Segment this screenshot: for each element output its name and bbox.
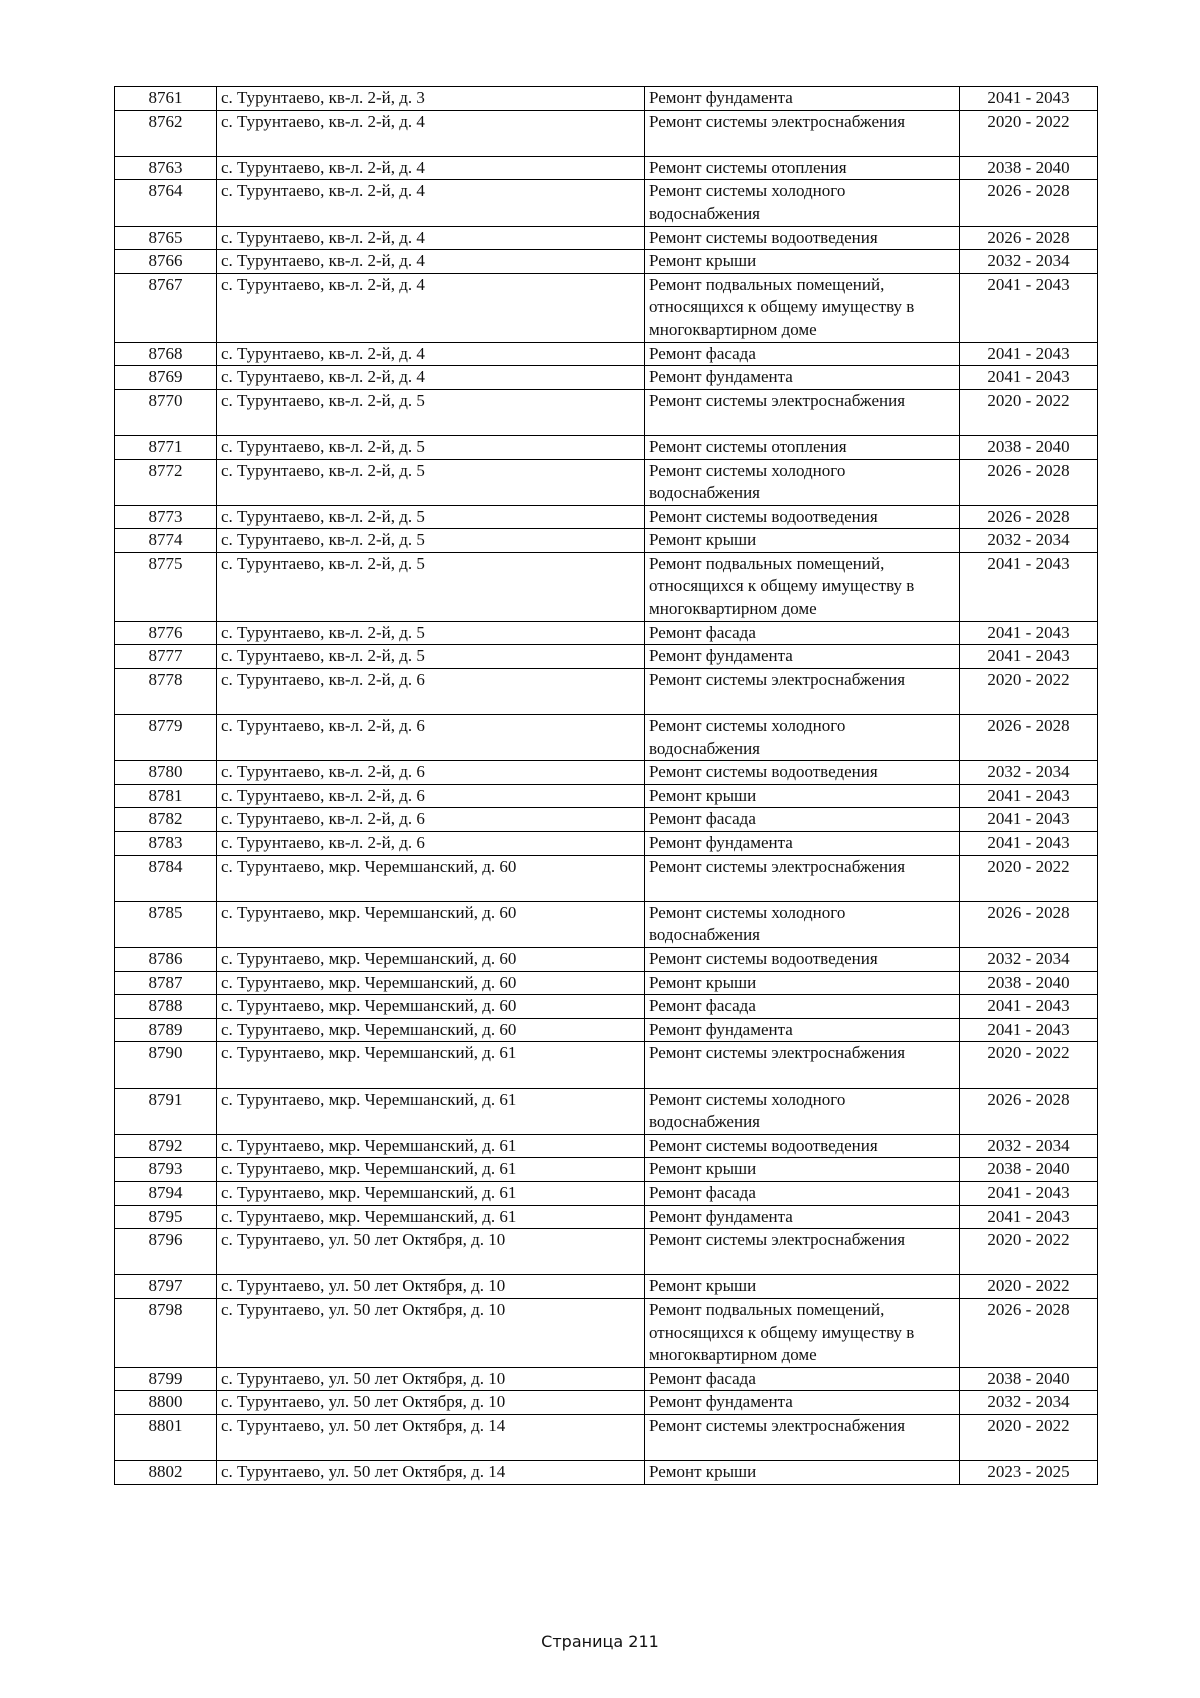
table-row xyxy=(115,1275,1098,1299)
row-address: с. Турунтаево, ул. 50 лет Октября, д. 10 xyxy=(217,1367,645,1391)
row-work-type: Ремонт системы электроснабжения xyxy=(645,855,960,901)
row-period: 2041 - 2043 xyxy=(960,621,1098,645)
row-address: с. Турунтаево, мкр. Черемшанский, д. 61 xyxy=(217,1134,645,1158)
row-address: с. Турунтаево, мкр. Черемшанский, д. 60 xyxy=(217,855,645,901)
row-work-type: Ремонт системы водоотведения xyxy=(645,761,960,785)
row-work-type: Ремонт фундамента xyxy=(645,1391,960,1415)
row-number: 8787 xyxy=(115,971,217,995)
row-address: с. Турунтаево, мкр. Черемшанский, д. 61 xyxy=(217,1042,645,1088)
table-row xyxy=(115,87,1098,111)
row-work-type: Ремонт системы отопления xyxy=(645,435,960,459)
table-row xyxy=(115,389,1098,435)
row-number: 8778 xyxy=(115,668,217,714)
row-number: 8762 xyxy=(115,110,217,156)
row-work-type: Ремонт системы водоотведения xyxy=(645,948,960,972)
row-number: 8797 xyxy=(115,1275,217,1299)
row-number: 8794 xyxy=(115,1181,217,1205)
row-work-type: Ремонт системы холодного водоснабжения xyxy=(645,180,960,226)
row-work-type: Ремонт подвальных помещений, относящихся к общему имуществу в многоквартирном доме xyxy=(645,552,960,621)
row-work-type: Ремонт системы электроснабжения xyxy=(645,1414,960,1460)
table-row xyxy=(115,1367,1098,1391)
row-period: 2041 - 2043 xyxy=(960,808,1098,832)
row-work-type: Ремонт системы холодного водоснабжения xyxy=(645,1088,960,1134)
row-period: 2038 - 2040 xyxy=(960,1367,1098,1391)
row-period: 2041 - 2043 xyxy=(960,832,1098,856)
row-address: с. Турунтаево, кв-л. 2-й, д. 6 xyxy=(217,761,645,785)
row-work-type: Ремонт системы электроснабжения xyxy=(645,1042,960,1088)
row-address: с. Турунтаево, кв-л. 2-й, д. 6 xyxy=(217,715,645,761)
row-work-type: Ремонт фундамента xyxy=(645,645,960,669)
table-row xyxy=(115,645,1098,669)
row-period: 2041 - 2043 xyxy=(960,87,1098,111)
row-address: с. Турунтаево, кв-л. 2-й, д. 4 xyxy=(217,366,645,390)
row-work-type: Ремонт системы электроснабжения xyxy=(645,1229,960,1275)
row-work-type: Ремонт системы водоотведения xyxy=(645,505,960,529)
table-row xyxy=(115,110,1098,156)
row-number: 8795 xyxy=(115,1205,217,1229)
row-work-type: Ремонт фундамента xyxy=(645,1205,960,1229)
table-row xyxy=(115,761,1098,785)
row-address: с. Турунтаево, ул. 50 лет Октября, д. 10 xyxy=(217,1229,645,1275)
row-address: с. Турунтаево, мкр. Черемшанский, д. 61 xyxy=(217,1088,645,1134)
row-work-type: Ремонт крыши xyxy=(645,1461,960,1485)
row-number: 8802 xyxy=(115,1461,217,1485)
table-row xyxy=(115,1391,1098,1415)
row-period: 2026 - 2028 xyxy=(960,505,1098,529)
row-address: с. Турунтаево, кв-л. 2-й, д. 6 xyxy=(217,668,645,714)
row-number: 8784 xyxy=(115,855,217,901)
table-row xyxy=(115,1158,1098,1182)
row-number: 8779 xyxy=(115,715,217,761)
row-address: с. Турунтаево, мкр. Черемшанский, д. 60 xyxy=(217,971,645,995)
row-work-type: Ремонт фундамента xyxy=(645,1018,960,1042)
table-row xyxy=(115,948,1098,972)
row-work-type: Ремонт крыши xyxy=(645,784,960,808)
row-period: 2032 - 2034 xyxy=(960,1134,1098,1158)
row-period: 2032 - 2034 xyxy=(960,948,1098,972)
row-address: с. Турунтаево, кв-л. 2-й, д. 5 xyxy=(217,529,645,553)
table-row xyxy=(115,621,1098,645)
row-work-type: Ремонт системы электроснабжения xyxy=(645,110,960,156)
row-address: с. Турунтаево, ул. 50 лет Октября, д. 10 xyxy=(217,1391,645,1415)
table-row xyxy=(115,995,1098,1019)
row-number: 8764 xyxy=(115,180,217,226)
row-number: 8781 xyxy=(115,784,217,808)
row-work-type: Ремонт фасада xyxy=(645,1367,960,1391)
row-address: с. Турунтаево, кв-л. 2-й, д. 3 xyxy=(217,87,645,111)
row-work-type: Ремонт крыши xyxy=(645,529,960,553)
row-period: 2026 - 2028 xyxy=(960,1298,1098,1367)
row-address: с. Турунтаево, мкр. Черемшанский, д. 60 xyxy=(217,948,645,972)
row-period: 2041 - 2043 xyxy=(960,995,1098,1019)
table-row xyxy=(115,1181,1098,1205)
table-row xyxy=(115,1461,1098,1485)
row-period: 2041 - 2043 xyxy=(960,645,1098,669)
table-row xyxy=(115,1018,1098,1042)
row-work-type: Ремонт системы водоотведения xyxy=(645,226,960,250)
row-work-type: Ремонт системы холодного водоснабжения xyxy=(645,715,960,761)
row-address: с. Турунтаево, кв-л. 2-й, д. 6 xyxy=(217,808,645,832)
row-number: 8796 xyxy=(115,1229,217,1275)
row-number: 8788 xyxy=(115,995,217,1019)
row-period: 2020 - 2022 xyxy=(960,855,1098,901)
row-work-type: Ремонт системы холодного водоснабжения xyxy=(645,459,960,505)
row-address: с. Турунтаево, кв-л. 2-й, д. 4 xyxy=(217,156,645,180)
table-row xyxy=(115,459,1098,505)
row-number: 8799 xyxy=(115,1367,217,1391)
row-address: с. Турунтаево, мкр. Черемшанский, д. 60 xyxy=(217,901,645,947)
row-period: 2032 - 2034 xyxy=(960,761,1098,785)
row-address: с. Турунтаево, кв-л. 2-й, д. 4 xyxy=(217,180,645,226)
row-number: 8791 xyxy=(115,1088,217,1134)
row-address: с. Турунтаево, ул. 50 лет Октября, д. 14 xyxy=(217,1414,645,1460)
row-work-type: Ремонт фундамента xyxy=(645,87,960,111)
row-period: 2041 - 2043 xyxy=(960,366,1098,390)
row-period: 2020 - 2022 xyxy=(960,1042,1098,1088)
row-period: 2038 - 2040 xyxy=(960,1158,1098,1182)
row-period: 2026 - 2028 xyxy=(960,459,1098,505)
row-period: 2020 - 2022 xyxy=(960,1229,1098,1275)
row-number: 8763 xyxy=(115,156,217,180)
row-number: 8801 xyxy=(115,1414,217,1460)
table-row xyxy=(115,250,1098,274)
row-work-type: Ремонт крыши xyxy=(645,1158,960,1182)
table-row xyxy=(115,156,1098,180)
row-number: 8771 xyxy=(115,435,217,459)
row-period: 2026 - 2028 xyxy=(960,1088,1098,1134)
row-address: с. Турунтаево, кв-л. 2-й, д. 5 xyxy=(217,552,645,621)
table-row xyxy=(115,435,1098,459)
row-address: с. Турунтаево, кв-л. 2-й, д. 4 xyxy=(217,110,645,156)
row-number: 8767 xyxy=(115,273,217,342)
row-period: 2041 - 2043 xyxy=(960,784,1098,808)
row-work-type: Ремонт подвальных помещений, относящихся к общему имуществу в многоквартирном доме xyxy=(645,273,960,342)
row-address: с. Турунтаево, кв-л. 2-й, д. 4 xyxy=(217,250,645,274)
table-row xyxy=(115,784,1098,808)
row-number: 8765 xyxy=(115,226,217,250)
table-row xyxy=(115,226,1098,250)
row-period: 2041 - 2043 xyxy=(960,273,1098,342)
row-period: 2038 - 2040 xyxy=(960,156,1098,180)
table-row xyxy=(115,529,1098,553)
row-number: 8786 xyxy=(115,948,217,972)
row-period: 2041 - 2043 xyxy=(960,342,1098,366)
row-period: 2020 - 2022 xyxy=(960,668,1098,714)
row-work-type: Ремонт фасада xyxy=(645,1181,960,1205)
row-work-type: Ремонт крыши xyxy=(645,1275,960,1299)
row-address: с. Турунтаево, кв-л. 2-й, д. 5 xyxy=(217,389,645,435)
row-work-type: Ремонт фундамента xyxy=(645,832,960,856)
table-row xyxy=(115,552,1098,621)
row-work-type: Ремонт фасада xyxy=(645,808,960,832)
table-row xyxy=(115,668,1098,714)
page-number: Страница 211 xyxy=(541,1632,659,1651)
row-address: с. Турунтаево, ул. 50 лет Октября, д. 10 xyxy=(217,1275,645,1299)
row-period: 2032 - 2034 xyxy=(960,529,1098,553)
table-row xyxy=(115,180,1098,226)
table-row xyxy=(115,715,1098,761)
row-number: 8798 xyxy=(115,1298,217,1367)
row-address: с. Турунтаево, кв-л. 2-й, д. 5 xyxy=(217,505,645,529)
row-work-type: Ремонт системы электроснабжения xyxy=(645,389,960,435)
row-address: с. Турунтаево, мкр. Черемшанский, д. 60 xyxy=(217,995,645,1019)
table-row xyxy=(115,971,1098,995)
row-address: с. Турунтаево, ул. 50 лет Октября, д. 10 xyxy=(217,1298,645,1367)
row-number: 8793 xyxy=(115,1158,217,1182)
table-row xyxy=(115,1134,1098,1158)
row-work-type: Ремонт подвальных помещений, относящихся к общему имуществу в многоквартирном доме xyxy=(645,1298,960,1367)
row-period: 2026 - 2028 xyxy=(960,180,1098,226)
row-work-type: Ремонт фасада xyxy=(645,342,960,366)
row-number: 8782 xyxy=(115,808,217,832)
row-period: 2023 - 2025 xyxy=(960,1461,1098,1485)
row-period: 2041 - 2043 xyxy=(960,552,1098,621)
row-number: 8785 xyxy=(115,901,217,947)
row-address: с. Турунтаево, кв-л. 2-й, д. 4 xyxy=(217,342,645,366)
row-number: 8775 xyxy=(115,552,217,621)
row-number: 8773 xyxy=(115,505,217,529)
row-address: с. Турунтаево, мкр. Черемшанский, д. 61 xyxy=(217,1205,645,1229)
row-work-type: Ремонт системы водоотведения xyxy=(645,1134,960,1158)
row-number: 8777 xyxy=(115,645,217,669)
row-number: 8768 xyxy=(115,342,217,366)
row-number: 8783 xyxy=(115,832,217,856)
row-period: 2038 - 2040 xyxy=(960,435,1098,459)
row-number: 8761 xyxy=(115,87,217,111)
table-row xyxy=(115,901,1098,947)
row-period: 2041 - 2043 xyxy=(960,1205,1098,1229)
table-row xyxy=(115,832,1098,856)
row-number: 8800 xyxy=(115,1391,217,1415)
row-number: 8789 xyxy=(115,1018,217,1042)
table-row xyxy=(115,1229,1098,1275)
table-row xyxy=(115,1088,1098,1134)
row-address: с. Турунтаево, кв-л. 2-й, д. 4 xyxy=(217,226,645,250)
row-number: 8772 xyxy=(115,459,217,505)
table-row xyxy=(115,1042,1098,1088)
row-number: 8766 xyxy=(115,250,217,274)
row-work-type: Ремонт системы отопления xyxy=(645,156,960,180)
row-address: с. Турунтаево, кв-л. 2-й, д. 6 xyxy=(217,784,645,808)
table-row xyxy=(115,1298,1098,1367)
row-address: с. Турунтаево, кв-л. 2-й, д. 4 xyxy=(217,273,645,342)
row-work-type: Ремонт фасада xyxy=(645,995,960,1019)
row-address: с. Турунтаево, кв-л. 2-й, д. 6 xyxy=(217,832,645,856)
row-work-type: Ремонт крыши xyxy=(645,971,960,995)
row-address: с. Турунтаево, кв-л. 2-й, д. 5 xyxy=(217,621,645,645)
row-address: с. Турунтаево, мкр. Черемшанский, д. 60 xyxy=(217,1018,645,1042)
table-row xyxy=(115,855,1098,901)
row-number: 8792 xyxy=(115,1134,217,1158)
row-period: 2026 - 2028 xyxy=(960,715,1098,761)
table-row xyxy=(115,273,1098,342)
row-period: 2041 - 2043 xyxy=(960,1018,1098,1042)
row-work-type: Ремонт фундамента xyxy=(645,366,960,390)
row-period: 2020 - 2022 xyxy=(960,389,1098,435)
row-address: с. Турунтаево, мкр. Черемшанский, д. 61 xyxy=(217,1181,645,1205)
table-row xyxy=(115,1205,1098,1229)
row-number: 8780 xyxy=(115,761,217,785)
table-row xyxy=(115,1414,1098,1460)
schedule-body xyxy=(115,87,1098,1485)
row-period: 2032 - 2034 xyxy=(960,1391,1098,1415)
row-number: 8774 xyxy=(115,529,217,553)
table-row xyxy=(115,366,1098,390)
row-address: с. Турунтаево, кв-л. 2-й, д. 5 xyxy=(217,645,645,669)
row-work-type: Ремонт системы электроснабжения xyxy=(645,668,960,714)
table-row xyxy=(115,342,1098,366)
table-row xyxy=(115,505,1098,529)
row-number: 8776 xyxy=(115,621,217,645)
row-work-type: Ремонт крыши xyxy=(645,250,960,274)
row-period: 2038 - 2040 xyxy=(960,971,1098,995)
row-address: с. Турунтаево, кв-л. 2-й, д. 5 xyxy=(217,435,645,459)
row-period: 2026 - 2028 xyxy=(960,901,1098,947)
row-address: с. Турунтаево, ул. 50 лет Октября, д. 14 xyxy=(217,1461,645,1485)
row-period: 2032 - 2034 xyxy=(960,250,1098,274)
row-period: 2020 - 2022 xyxy=(960,1414,1098,1460)
row-address: с. Турунтаево, мкр. Черемшанский, д. 61 xyxy=(217,1158,645,1182)
row-period: 2041 - 2043 xyxy=(960,1181,1098,1205)
row-work-type: Ремонт системы холодного водоснабжения xyxy=(645,901,960,947)
row-work-type: Ремонт фасада xyxy=(645,621,960,645)
row-number: 8769 xyxy=(115,366,217,390)
row-period: 2020 - 2022 xyxy=(960,110,1098,156)
row-number: 8770 xyxy=(115,389,217,435)
row-period: 2020 - 2022 xyxy=(960,1275,1098,1299)
table-row xyxy=(115,808,1098,832)
repair-schedule-table xyxy=(114,86,1098,1485)
row-period: 2026 - 2028 xyxy=(960,226,1098,250)
row-address: с. Турунтаево, кв-л. 2-й, д. 5 xyxy=(217,459,645,505)
row-number: 8790 xyxy=(115,1042,217,1088)
